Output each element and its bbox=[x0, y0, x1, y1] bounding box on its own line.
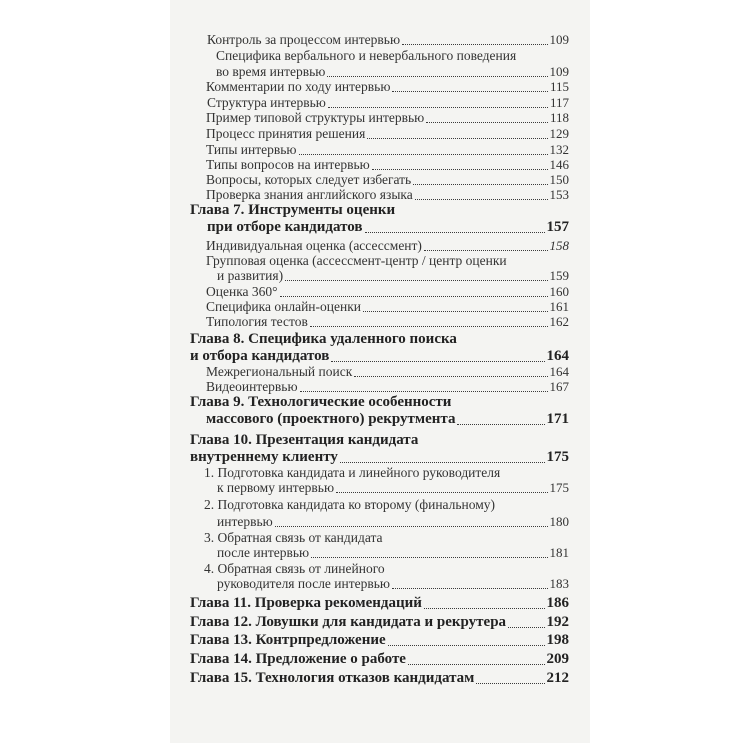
dot-leader bbox=[424, 249, 548, 251]
toc-page-number: 209 bbox=[546, 651, 569, 667]
dot-leader bbox=[426, 121, 548, 123]
toc-page-number: 150 bbox=[549, 171, 569, 187]
dot-leader bbox=[367, 137, 547, 139]
toc-chapter-title: Глава 15. Технология отказов кандидатам bbox=[190, 670, 475, 686]
dot-leader bbox=[402, 43, 547, 45]
toc-chapter bbox=[190, 595, 569, 612]
toc-chapter-title: при отборе кандидатов bbox=[207, 219, 363, 235]
toc-entry bbox=[217, 576, 569, 592]
toc-entry-line: Групповая оценка (ассессмент-центр / центр оценки bbox=[206, 253, 507, 268]
toc-page-number: 180 bbox=[549, 513, 569, 529]
chapter-title-line: Глава 9. Технологические особенности bbox=[190, 394, 452, 410]
dot-leader bbox=[354, 375, 547, 377]
toc-chapter-title: Глава 11. Проверка рекомендаций bbox=[190, 595, 422, 611]
toc-entry-title: Комментарии по ходу интервью bbox=[206, 79, 391, 94]
dot-leader bbox=[413, 183, 547, 185]
toc-entry-title: руководителя после интервью bbox=[217, 576, 391, 591]
dot-leader bbox=[285, 279, 547, 281]
toc-page-number: 164 bbox=[546, 348, 569, 364]
toc-entry bbox=[217, 480, 569, 496]
toc-entry-title: Вопросы, которых следует избегать bbox=[206, 172, 412, 187]
toc-entry bbox=[216, 64, 569, 80]
toc-chapter bbox=[190, 670, 569, 687]
toc-page-number: 161 bbox=[549, 298, 569, 314]
toc-entry-title: Процесс принятия решения bbox=[206, 126, 366, 141]
dot-leader bbox=[457, 423, 544, 425]
dot-leader bbox=[372, 168, 548, 170]
toc-page-number: 192 bbox=[546, 614, 569, 630]
toc-entry bbox=[206, 299, 569, 315]
toc-entry bbox=[207, 95, 569, 111]
toc-page-number: 198 bbox=[546, 632, 569, 648]
toc-page-number: 175 bbox=[549, 479, 569, 495]
toc-entry bbox=[207, 32, 569, 48]
toc-chapter bbox=[190, 651, 569, 668]
toc-entry bbox=[206, 284, 569, 300]
toc-entry bbox=[206, 172, 569, 188]
toc-entry-title: Специфика онлайн-оценки bbox=[206, 299, 361, 314]
dot-leader bbox=[300, 390, 548, 392]
toc-page-number: 153 bbox=[549, 186, 569, 202]
dot-leader bbox=[508, 626, 544, 628]
toc-entry bbox=[217, 268, 569, 284]
toc-chapter-title: внутреннему клиенту bbox=[190, 449, 338, 465]
toc-page-number: 115 bbox=[549, 78, 569, 94]
toc-entry-title: во время интервью bbox=[216, 64, 326, 79]
toc-page-number: 109 bbox=[549, 63, 569, 79]
toc-entry-title: Типология тестов bbox=[206, 314, 308, 329]
dot-leader bbox=[311, 556, 547, 558]
toc-entry-title: Структура интервью bbox=[207, 95, 326, 110]
toc-entry-title: Типы интервью bbox=[206, 142, 297, 157]
toc-entry bbox=[206, 110, 569, 126]
toc-page-number: 160 bbox=[549, 283, 569, 299]
dot-leader bbox=[415, 198, 548, 200]
toc-entry-title: Контроль за процессом интервью bbox=[207, 32, 401, 47]
toc-chapter bbox=[190, 348, 569, 365]
toc-entry-title: после интервью bbox=[217, 545, 310, 560]
toc-page-number: 157 bbox=[546, 219, 569, 235]
dot-leader bbox=[275, 525, 548, 527]
toc-chapter-title: Глава 14. Предложение о работе bbox=[190, 651, 406, 667]
toc-entry bbox=[206, 126, 569, 142]
toc-page-number: 183 bbox=[549, 575, 569, 591]
toc-page-number: 117 bbox=[549, 94, 569, 110]
toc-page-number: 175 bbox=[546, 449, 569, 465]
toc-page-number: 132 bbox=[549, 141, 569, 157]
dot-leader bbox=[388, 644, 545, 646]
dot-leader bbox=[476, 682, 544, 684]
dot-leader bbox=[392, 90, 548, 92]
dot-leader bbox=[310, 325, 548, 327]
toc-entry-title: Видеоинтервью bbox=[206, 379, 298, 394]
dot-leader bbox=[299, 153, 548, 155]
toc-entry bbox=[206, 238, 569, 254]
dot-leader bbox=[280, 295, 548, 297]
toc-entry-title: к первому интервью bbox=[217, 480, 335, 495]
dot-leader bbox=[363, 310, 548, 312]
toc-entry-title: и развития) bbox=[217, 268, 284, 283]
toc-page-number: 171 bbox=[546, 411, 569, 427]
toc-entry-title: Пример типовой структуры интервью bbox=[206, 110, 425, 125]
toc-page-number: 129 bbox=[549, 125, 569, 141]
toc-chapter-title: Глава 12. Ловушки для кандидата и рекрутера bbox=[190, 614, 507, 630]
dot-leader bbox=[328, 106, 548, 108]
toc-chapter-title: и отбора кандидатов bbox=[190, 348, 330, 364]
toc-entry bbox=[217, 545, 569, 561]
toc-entry-line: 3. Обратная связь от кандидата bbox=[204, 530, 383, 545]
toc-entry bbox=[206, 157, 569, 173]
toc-entry-title: Проверка знания английского языка bbox=[206, 187, 413, 202]
toc-entry-title: Индивидуальная оценка (ассессмент) bbox=[206, 238, 422, 253]
toc-entry bbox=[206, 379, 569, 395]
dot-leader bbox=[327, 75, 547, 77]
toc-chapter-title: массового (проектного) рекрутмента bbox=[206, 411, 456, 427]
toc-chapter bbox=[190, 632, 569, 649]
toc-page-number: 167 bbox=[549, 378, 569, 394]
toc-entry-line: Специфика вербального и невербального поведения bbox=[216, 48, 517, 63]
dot-leader bbox=[424, 607, 545, 609]
dot-leader bbox=[331, 360, 544, 362]
chapter-title-line: Глава 10. Презентация кандидата bbox=[190, 432, 419, 448]
toc-entry bbox=[217, 514, 569, 530]
dot-leader bbox=[365, 231, 545, 233]
toc-page-number: 109 bbox=[549, 31, 569, 47]
toc-entry bbox=[206, 79, 569, 95]
toc-page-number: 181 bbox=[549, 544, 569, 560]
toc-entry-line: 1. Подготовка кандидата и линейного руководителя bbox=[204, 465, 501, 480]
toc-entry-title: Оценка 360° bbox=[206, 284, 278, 299]
toc-page-number: 118 bbox=[549, 109, 569, 125]
toc-page-number: 212 bbox=[546, 670, 569, 686]
dot-leader bbox=[408, 663, 545, 665]
toc-page-number: 158 bbox=[549, 237, 569, 253]
toc-entry bbox=[206, 187, 569, 203]
toc-entry-title: Межрегиональный поиск bbox=[206, 364, 353, 379]
toc-entry bbox=[206, 142, 569, 158]
toc-page-number: 164 bbox=[549, 363, 569, 379]
toc-entry bbox=[206, 314, 569, 330]
toc-chapter-title: Глава 13. Контрпредложение bbox=[190, 632, 386, 648]
toc-chapter bbox=[190, 614, 569, 631]
toc-entry-title: интервью bbox=[217, 514, 273, 529]
toc-page-number: 162 bbox=[549, 313, 569, 329]
toc-chapter bbox=[206, 411, 569, 428]
toc-chapter bbox=[190, 449, 569, 466]
toc-page-number: 146 bbox=[549, 156, 569, 172]
toc-entry-title: Типы вопросов на интервью bbox=[206, 157, 370, 172]
toc-entry-line: 4. Обратная связь от линейного bbox=[204, 561, 385, 576]
toc-page-number: 159 bbox=[549, 267, 569, 283]
dot-leader bbox=[336, 491, 547, 493]
toc-page-number: 186 bbox=[546, 595, 569, 611]
chapter-title-line: Глава 8. Специфика удаленного поиска bbox=[190, 331, 457, 347]
toc-chapter bbox=[207, 219, 569, 236]
dot-leader bbox=[340, 461, 545, 463]
toc-entry bbox=[206, 364, 569, 380]
dot-leader bbox=[392, 587, 547, 589]
chapter-title-line: Глава 7. Инструменты оценки bbox=[190, 202, 396, 218]
toc-entry-line: 2. Подготовка кандидата ко второму (финальному) bbox=[204, 497, 496, 512]
